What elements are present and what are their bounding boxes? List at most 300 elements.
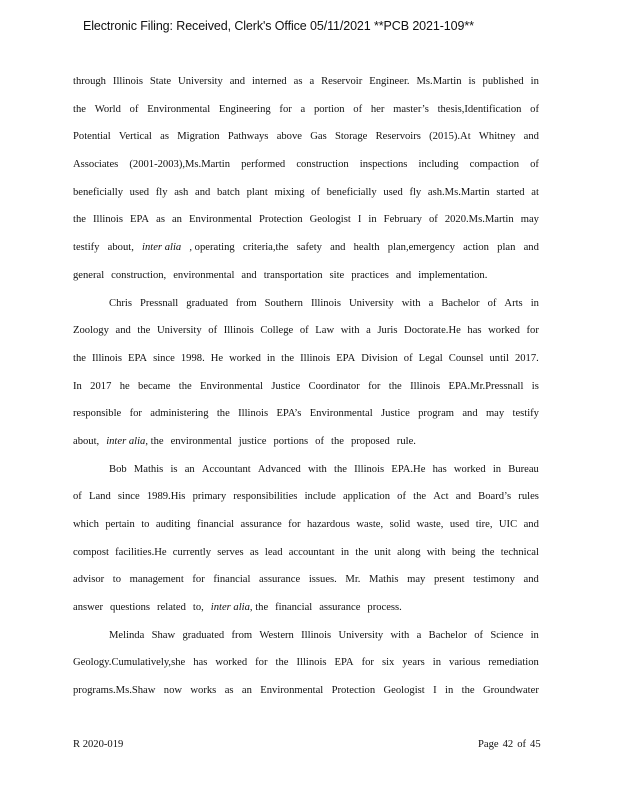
word: of xyxy=(397,491,406,503)
word: tire, xyxy=(475,519,493,530)
word: for xyxy=(279,103,292,115)
word: Geologist xyxy=(309,214,351,226)
word: worked xyxy=(488,325,520,337)
word: justice xyxy=(238,435,267,447)
word: lead xyxy=(264,546,283,558)
word: Vertical xyxy=(118,131,152,143)
word: 1998. xyxy=(180,352,205,364)
word: serves xyxy=(217,546,244,558)
word: management xyxy=(129,574,184,586)
word: Geologist xyxy=(383,685,425,697)
text-line xyxy=(73,400,539,428)
text-line xyxy=(73,566,539,594)
word: EPA’s xyxy=(276,408,302,420)
word: is xyxy=(170,463,178,475)
word: responsibilities xyxy=(233,491,298,503)
word: with xyxy=(340,325,360,337)
word: for xyxy=(368,380,381,392)
word: environmental xyxy=(173,269,235,281)
word: of xyxy=(487,297,497,309)
word: University xyxy=(156,325,202,337)
text-line xyxy=(73,649,539,677)
word: beneficially xyxy=(326,186,377,198)
word: currently xyxy=(172,546,212,558)
word: her xyxy=(370,103,385,115)
text-line xyxy=(73,428,539,456)
word: Pathways xyxy=(227,131,269,143)
word: in xyxy=(445,685,454,697)
word: being xyxy=(451,546,476,558)
word: the xyxy=(481,546,495,558)
word: 2017 xyxy=(90,380,112,392)
word: to xyxy=(112,574,122,586)
word: Illinois xyxy=(354,463,385,475)
word: Mr. xyxy=(345,574,361,586)
word: Environmental xyxy=(309,408,373,420)
word: has xyxy=(467,325,482,337)
word: the xyxy=(73,352,86,364)
word: criteria,the xyxy=(242,242,289,254)
word: the xyxy=(216,408,230,420)
word: EPA.Mr.Pressnall xyxy=(448,380,524,392)
word: EPA xyxy=(334,657,354,669)
word: and xyxy=(195,186,211,198)
word: and xyxy=(115,325,131,337)
word: assurance xyxy=(240,519,282,530)
word: for xyxy=(129,408,142,420)
word: of xyxy=(530,103,539,115)
word: financial xyxy=(197,519,235,530)
word: Ms.Martin xyxy=(416,76,462,87)
word: from xyxy=(236,297,257,309)
word: construction xyxy=(296,159,349,171)
efiling-stamp-header: Electronic Filing: Received, Clerk's Office 05/11/2021 **PCB 2021-109** xyxy=(83,19,474,33)
word: Doctorate.He xyxy=(404,325,461,337)
word: the xyxy=(461,685,475,697)
word: the xyxy=(137,325,151,337)
document-body xyxy=(73,68,539,705)
word: portion xyxy=(313,103,345,115)
text-line xyxy=(73,539,539,567)
word: remediation xyxy=(488,657,539,669)
word: Associates xyxy=(73,159,119,171)
word: Mathis xyxy=(133,463,164,475)
word: in xyxy=(432,657,441,669)
word: Southern xyxy=(264,297,303,309)
word: of xyxy=(311,186,320,198)
word: and xyxy=(455,491,472,503)
word: Protection xyxy=(331,685,376,697)
word: related xyxy=(157,602,186,614)
text-line xyxy=(73,317,539,345)
word: a xyxy=(416,629,422,641)
word: may xyxy=(485,408,505,420)
word: plant xyxy=(246,186,268,198)
word: worked xyxy=(229,352,261,364)
word: Legal xyxy=(418,352,443,364)
word: Bureau xyxy=(508,463,539,475)
word: EPA xyxy=(130,214,150,226)
word: and xyxy=(523,242,539,254)
word: Illinois xyxy=(410,380,441,392)
word: practices xyxy=(351,269,389,281)
text-line xyxy=(73,123,539,151)
word: waste, xyxy=(356,519,384,530)
word: a xyxy=(366,325,371,337)
word: Justice xyxy=(380,408,410,420)
word: in xyxy=(530,297,539,309)
word: assurance xyxy=(259,574,301,586)
word: including xyxy=(418,159,459,171)
word: has xyxy=(432,463,447,475)
word: EPA xyxy=(336,352,356,364)
word: 2020.Ms.Martin xyxy=(444,214,514,226)
word: hazardous xyxy=(306,519,350,530)
word: and xyxy=(241,269,257,281)
word: above xyxy=(276,131,302,143)
word: now xyxy=(163,685,183,697)
word: proposed xyxy=(350,435,390,447)
word: for xyxy=(526,325,539,337)
text-line xyxy=(73,511,539,539)
word: testimony xyxy=(473,574,515,586)
word: for xyxy=(255,657,268,669)
text-line xyxy=(73,373,539,401)
word: of xyxy=(474,629,484,641)
text-line xyxy=(73,96,539,124)
word: of xyxy=(73,491,82,503)
word: master’s xyxy=(393,103,429,115)
word: Illinois xyxy=(238,408,269,420)
word: may xyxy=(407,574,426,586)
text-line xyxy=(73,456,539,484)
word: implementation. xyxy=(418,269,488,281)
word: and xyxy=(523,574,539,586)
page-label: Page xyxy=(478,739,499,750)
word: Potential xyxy=(73,131,111,143)
word: responsible xyxy=(73,408,122,420)
word: Science xyxy=(490,629,524,641)
word: (2001-2003),Ms.Martin xyxy=(129,159,231,171)
word: an xyxy=(241,685,252,697)
word: in xyxy=(530,629,539,641)
page-number: 42 xyxy=(502,739,514,750)
word: Juris xyxy=(377,325,398,337)
text-line xyxy=(73,262,539,290)
text-line xyxy=(73,622,539,650)
word: He xyxy=(210,352,224,364)
word: and xyxy=(395,269,412,281)
word: inspections xyxy=(359,159,408,171)
word: and xyxy=(523,131,539,143)
word: Illinois xyxy=(112,76,143,87)
word: thesis,Identification xyxy=(437,103,522,115)
word: is xyxy=(468,76,476,87)
page-total: 45 xyxy=(530,739,541,750)
word: Coordinator xyxy=(308,380,360,392)
word: programs.Ms.Shaw xyxy=(73,685,156,697)
word: site xyxy=(329,269,345,281)
word: graduated xyxy=(182,629,225,641)
word: Migration xyxy=(177,131,220,143)
word: ash.Ms.Martin xyxy=(427,186,490,198)
word: through xyxy=(73,76,106,87)
of-label: of xyxy=(517,739,527,750)
word: State xyxy=(149,76,172,87)
word: Division xyxy=(361,352,398,364)
text-line xyxy=(73,234,539,262)
word: of xyxy=(315,435,324,447)
word: at xyxy=(531,186,539,198)
word: an xyxy=(184,463,195,475)
word: Justice xyxy=(271,380,301,392)
word: for xyxy=(361,657,374,669)
word: action xyxy=(463,242,489,254)
word: which xyxy=(73,519,99,530)
word: since xyxy=(117,491,140,503)
word: Accountant xyxy=(201,463,251,475)
word: published xyxy=(482,76,524,87)
word: Illinois xyxy=(91,352,122,364)
italic-phrase: inter alia xyxy=(142,242,182,254)
word: include xyxy=(304,491,336,503)
word: became xyxy=(138,380,171,392)
word: with xyxy=(308,463,327,475)
word: solid xyxy=(389,519,411,530)
word: in xyxy=(266,352,276,364)
italic-phrase: inter alia xyxy=(106,435,146,447)
word: the xyxy=(355,546,369,558)
word: Land xyxy=(88,491,111,503)
word: and xyxy=(523,519,539,530)
word: general xyxy=(73,269,105,281)
word: Reservoir xyxy=(321,76,363,87)
word: for xyxy=(288,519,301,530)
word: to, xyxy=(192,602,204,614)
text-line xyxy=(73,677,539,705)
text-line xyxy=(73,483,539,511)
word: facilities.He xyxy=(115,546,167,558)
word: in xyxy=(368,214,377,226)
word: he xyxy=(119,380,130,392)
word: Mathis xyxy=(369,574,399,586)
word: and xyxy=(462,408,478,420)
word: an xyxy=(171,214,182,226)
word: UIC xyxy=(498,519,518,530)
word: about, xyxy=(73,435,100,447)
word: and xyxy=(330,242,346,254)
word: administering xyxy=(150,408,209,420)
word: the xyxy=(334,463,347,475)
word: interned xyxy=(251,76,287,87)
word: Illinois xyxy=(310,297,341,309)
word: Pressnall xyxy=(139,297,179,309)
word: Bob xyxy=(109,463,127,475)
word: compaction xyxy=(469,159,520,171)
word: as xyxy=(249,546,259,558)
word: Engineering xyxy=(218,103,271,115)
word: unit xyxy=(374,546,391,558)
word: ash xyxy=(174,186,189,198)
word: , the xyxy=(145,435,164,447)
word: Shaw xyxy=(151,629,176,641)
word: February xyxy=(383,214,422,226)
word: along xyxy=(397,546,421,558)
word: Chris xyxy=(109,297,132,309)
word: advisor xyxy=(73,574,105,586)
italic-phrase: inter alia xyxy=(210,602,250,614)
word: in xyxy=(340,546,350,558)
word: fly xyxy=(409,186,422,198)
word: graduated xyxy=(186,297,229,309)
word: used xyxy=(383,186,403,198)
word: is xyxy=(531,380,539,392)
word: health xyxy=(353,242,380,254)
word: safety xyxy=(296,242,322,254)
word: worked xyxy=(453,463,486,475)
word: six xyxy=(381,657,395,669)
word: mixing xyxy=(274,186,305,198)
word: Gas xyxy=(310,131,327,143)
word: answer xyxy=(73,602,104,614)
word: Environmental xyxy=(189,214,252,226)
word: rule. xyxy=(396,435,416,447)
word: the xyxy=(275,657,289,669)
word: I xyxy=(433,685,437,697)
word: process. xyxy=(367,602,402,614)
word: pertain xyxy=(105,519,135,530)
word: for xyxy=(192,574,205,586)
word: Bachelor xyxy=(428,629,467,641)
word: a xyxy=(300,103,306,115)
word: Western xyxy=(259,629,294,641)
word: issues. xyxy=(308,574,337,586)
word: used xyxy=(129,186,150,198)
word: of xyxy=(208,325,218,337)
word: University xyxy=(348,297,394,309)
word: Reservoirs xyxy=(375,131,421,143)
word: compost xyxy=(73,546,109,558)
word: as xyxy=(224,685,234,697)
word: of xyxy=(428,214,438,226)
word: Protection xyxy=(259,214,303,226)
word: Groundwater xyxy=(482,685,539,697)
word: College xyxy=(260,325,294,337)
word: Board’s xyxy=(478,491,512,503)
word: environmental xyxy=(170,435,232,447)
word: transportation xyxy=(263,269,323,281)
word: present xyxy=(433,574,465,586)
word: , operating xyxy=(189,242,235,254)
word: has xyxy=(193,657,208,669)
word: with xyxy=(390,629,410,641)
text-line xyxy=(73,68,539,96)
word: Environmental xyxy=(200,380,264,392)
word: various xyxy=(449,657,481,669)
word: Geology.Cumulatively,she xyxy=(73,657,186,669)
word: of xyxy=(299,325,309,337)
text-line xyxy=(73,594,539,622)
word: performed xyxy=(241,159,286,171)
word: fly xyxy=(155,186,168,198)
word: Arts xyxy=(504,297,523,309)
word: the xyxy=(178,380,192,392)
word: accountant xyxy=(288,546,335,558)
word: Engineer. xyxy=(369,76,410,87)
word: University xyxy=(178,76,223,87)
word: and xyxy=(229,76,246,87)
word: testify xyxy=(512,408,539,420)
word: I xyxy=(357,214,362,226)
word: application xyxy=(342,491,391,503)
word: plan,emergency xyxy=(387,242,455,254)
word: years xyxy=(402,657,425,669)
word: , the xyxy=(249,602,269,614)
word: batch xyxy=(216,186,240,198)
word: works xyxy=(190,685,217,697)
word: University xyxy=(338,629,384,641)
word: primary xyxy=(192,491,227,503)
word: Illinois xyxy=(301,629,332,641)
text-line xyxy=(73,290,539,318)
word: as xyxy=(160,131,169,143)
word: used xyxy=(449,519,470,530)
word: as xyxy=(293,76,303,87)
word: in xyxy=(530,76,539,87)
word: until xyxy=(489,352,509,364)
word: since xyxy=(153,352,175,364)
word: Whitney xyxy=(478,131,516,143)
word: Illinois xyxy=(296,657,327,669)
word: Environmental xyxy=(147,103,211,115)
text-line xyxy=(73,151,539,179)
text-line xyxy=(73,206,539,234)
word: Bachelor xyxy=(441,297,480,309)
word: may xyxy=(520,214,539,226)
word: of xyxy=(530,159,539,171)
word: a xyxy=(309,76,315,87)
word: Illinois xyxy=(300,352,331,364)
word: Illinois xyxy=(223,325,254,337)
word: financial xyxy=(213,574,251,586)
word: the xyxy=(413,491,427,503)
word: waste, xyxy=(416,519,444,530)
word: EPA.He xyxy=(391,463,426,475)
word: in xyxy=(492,463,502,475)
word: as xyxy=(156,214,165,226)
word: Melinda xyxy=(109,629,145,641)
word: In xyxy=(73,380,82,392)
word: of xyxy=(129,103,139,115)
word: 1989.His xyxy=(146,491,186,503)
docket-number: R 2020-019 xyxy=(73,739,124,750)
word: of xyxy=(403,352,413,364)
word: of xyxy=(353,103,363,115)
text-line xyxy=(73,179,539,207)
word: worked xyxy=(215,657,248,669)
text-line xyxy=(73,345,539,373)
word: Zoology xyxy=(73,325,109,337)
word: the xyxy=(281,352,295,364)
word: with xyxy=(401,297,421,309)
word: EPA xyxy=(128,352,148,364)
word: assurance xyxy=(319,602,361,614)
word: from xyxy=(231,629,253,641)
word: the xyxy=(331,435,344,447)
word: about, xyxy=(107,242,134,254)
word: Advanced xyxy=(257,463,301,475)
word: to xyxy=(141,519,150,530)
